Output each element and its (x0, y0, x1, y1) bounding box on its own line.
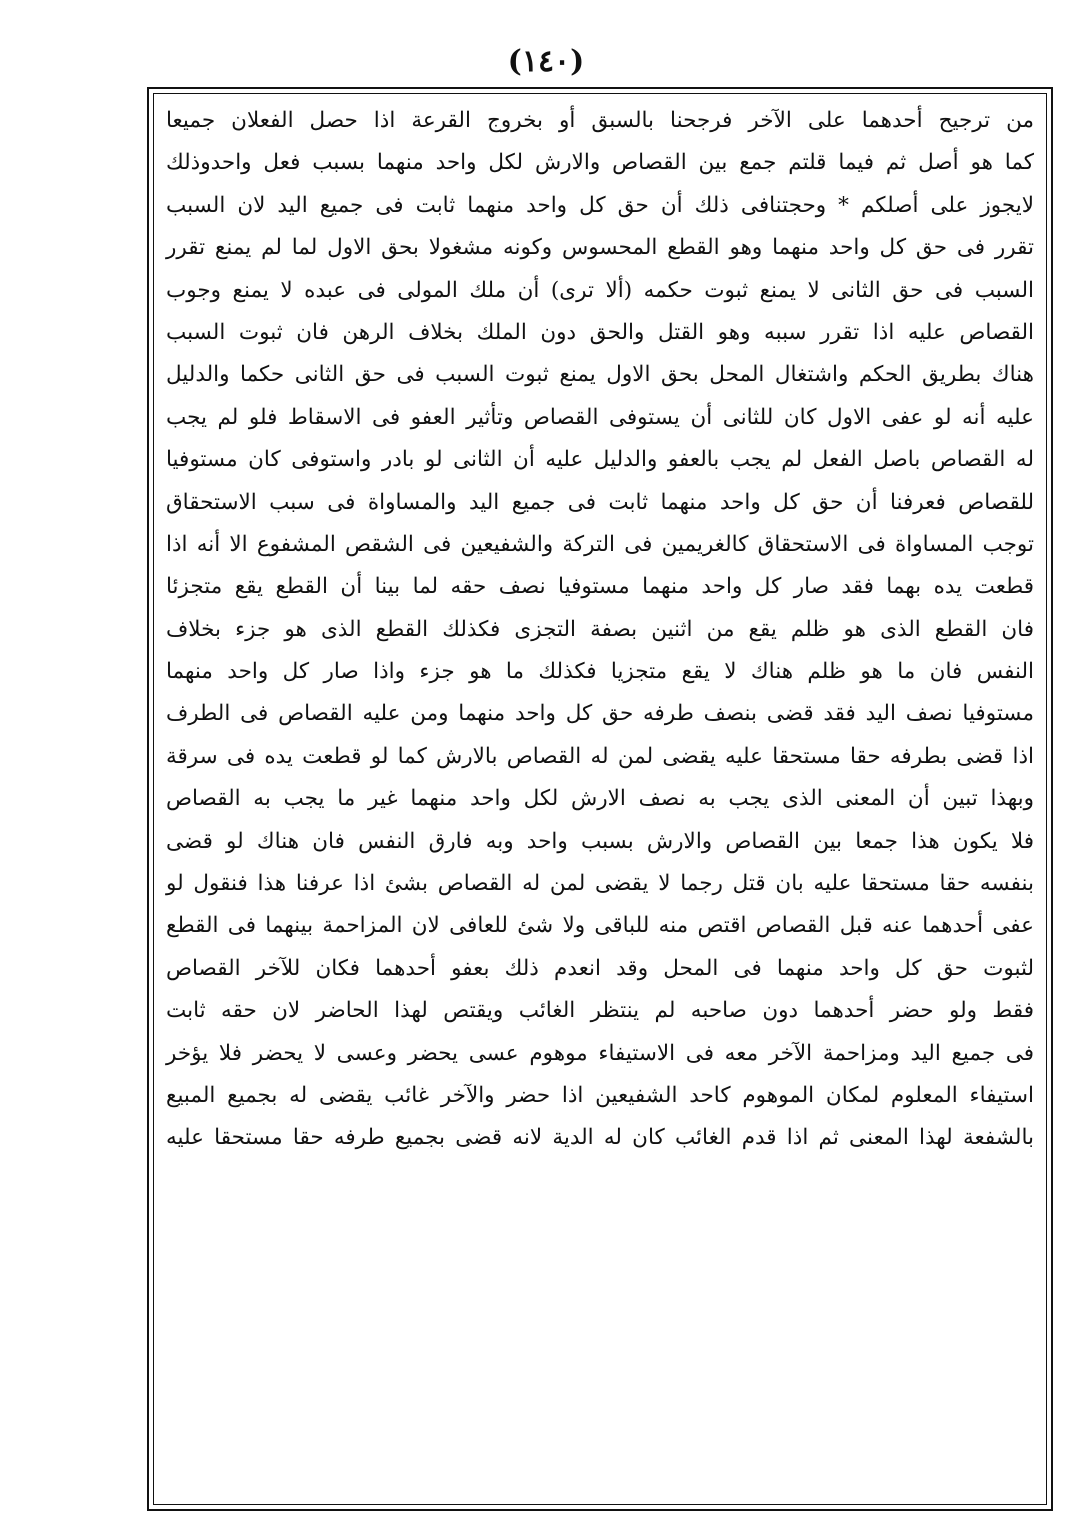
text-line: مستوفيا نصف اليد فقد قضى بنصف طرفه حق كل واحد منهما ومن عليه القصاص فى الطرف (166, 701, 1034, 727)
text-line: هناك بطريق الحكم واشتغال المحل بحق الاول يمنع ثبوت السبب فى حق الثانى حكما والدليل (166, 362, 1034, 388)
text-line: اذا قضى بطرفه حقا مستحقا عليه يقضى لمن له القصاص بالارش كما لو قطعت يده فى سرقة (166, 743, 1034, 769)
text-line: عفى أحدهما عنه قبل القصاص اقتص منه للباقى ولا شئ للعافى لان المزاحمة بينهما فى القطع (166, 913, 1034, 939)
text-line: فلا يكون هذا جمعا بين القصاص والارش بسبب واحد وبه فارق النفس فان هناك لو قضى (166, 828, 1034, 854)
text-line: قطعت يده بهما فقد صار كل واحد منهما مستوفيا نصف حقه لما بينا أن القطع يقع متجزئا (166, 574, 1034, 600)
text-line: كما هو أصل ثم فيما قلتم جمع بين القصاص والارش لكل واحد منهما بسبب فعل واحدوذلك (166, 150, 1034, 176)
text-body (160, 100, 1040, 1500)
text-line: للقصاص فعرفنا أن حق كل واحد منهما ثابت فى جميع اليد والمساواة فى سبب الاستحقاق (166, 489, 1034, 515)
text-line: بنفسه حقا مستحقا عليه بان قتل رجما لا يقضى لمن له القصاص بشئ اذا عرفنا هذا فنقول لو (166, 871, 1034, 897)
text-line: فقط ولو حضر أحدهما دون صاحبه لم ينتظر الغائب ويقتص لهذا الحاضر لان حقه ثابت (166, 998, 1034, 1024)
text-line: له القصاص باصل الفعل لم يجب بالعفو والدليل عليه أن الثانى لو بادر واستوفى كان مستوفيا (166, 447, 1034, 473)
text-line: القصاص عليه اذا تقرر سببه وهو القتل والحق دون الملك بخلاف الرهن فان ثبوت السبب (166, 319, 1034, 345)
text-line: السبب فى حق الثانى لا يمنع ثبوت حكمه (ألا ترى) أن ملك المولى فى عبده لا يمنع وجوب (166, 277, 1034, 303)
text-line: لايجوز على أصلكم * وحجتنافى ذلك أن حق كل واحد منهما ثابت فى جميع اليد لان السبب (166, 192, 1034, 218)
text-line: تقرر فى حق كل واحد منهما وهو القطع المحسوس وكونه مشغولا بحق الاول لما لم يمنع تقرر (166, 235, 1034, 261)
text-line: توجب المساواة فى الاستحقاق كالغريمين فى التركة والشفيعين فى الشقص المشفوع الا أنه اذا (166, 531, 1034, 557)
text-line: عليه أنه لو عفى الاول كان للثانى أن يستوفى القصاص وتأثير العفو فى الاسقاط فلو لم يجب (166, 404, 1034, 430)
text-line: بالشفعة لهذا المعنى ثم اذا قدم الغائب كان له الدية لانه قضى بجميع طرفه حقا مستحقا عليه (166, 1125, 1034, 1151)
text-line: فان القطع الذى هو ظلم يقع من اثنين بصفة التجزى فكذلك القطع الذى هو جزء بخلاف (166, 616, 1034, 642)
text-line: من ترجيح أحدهما على الآخر فرجحنا بالسبق أو بخروج القرعة اذا حصل الفعلان جميعا (166, 108, 1034, 133)
text-line: لثبوت حق كل واحد منهما فى المحل وقد انعدم ذلك بعفو أحدهما فكان للآخر القصاص (166, 955, 1034, 981)
text-line: النفس فان ما هو ظلم هناك لا يقع متجزيا فكذلك ما هو جزء واذا صار كل واحد منهما (166, 659, 1034, 685)
text-line: فى جميع اليد ومزاحمة الآخر معه فى الاستيفاء موهوم عسى يحضر وعسى لا يحضر فلا يؤخر (166, 1040, 1034, 1066)
text-line: وبهذا تبين أن المعنى الذى يجب به نصف الارش لكل واحد منهما غير ما يجب به القصاص (166, 786, 1034, 812)
page-number: (١٤٠) (507, 44, 585, 79)
text-line: استيفاء المعلوم لمكان الموهوم كاحد الشفيعين اذا حضر والآخر غائب يقضى له بجميع المبيع (166, 1082, 1034, 1108)
